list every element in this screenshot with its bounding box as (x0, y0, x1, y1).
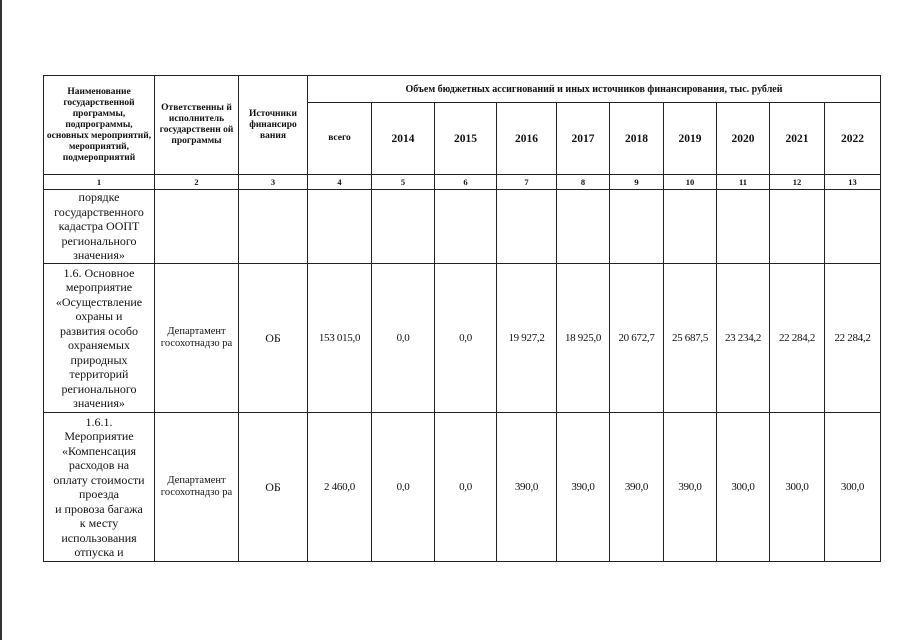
row-value: 0,0 (372, 413, 435, 562)
row-dept: Департамент госохотнадзо ра (155, 413, 239, 562)
row-value: 0,0 (435, 413, 497, 562)
row-name-line: использования (61, 530, 137, 545)
column-number: 13 (825, 175, 881, 190)
row-value (610, 190, 664, 264)
row-name-line: 1.6.1. (85, 414, 113, 429)
row-name-line: государственного (54, 204, 144, 219)
row-name (44, 264, 155, 413)
row-name-line: кадастра ООПТ (58, 219, 140, 234)
header-source: Источники финансиро вания (239, 76, 308, 175)
row-dept: Департамент госохотнадзо ра (155, 264, 239, 413)
row-name-line: природных (70, 352, 128, 367)
row-value: 390,0 (610, 413, 664, 562)
row-name-line: регионального (61, 381, 137, 396)
row-value (435, 190, 497, 264)
row-name-line: оплату стоимости (53, 472, 145, 487)
column-number: 9 (610, 175, 664, 190)
row-value (557, 190, 610, 264)
row-name-line: расходов на (68, 458, 130, 472)
column-number: 2 (155, 175, 239, 190)
row-name-line: порядке (78, 190, 120, 205)
column-number-row (44, 175, 881, 190)
row-dept (155, 190, 239, 264)
row-value: 390,0 (497, 413, 557, 562)
row-value: 300,0 (825, 413, 881, 562)
row-name-line: отпуска и (74, 545, 124, 559)
row-value (372, 190, 435, 264)
row-value (770, 190, 825, 264)
header-total: всего (308, 103, 372, 175)
row-name-line: и провоза багажа (55, 501, 143, 516)
row-source (239, 190, 308, 264)
row-name-line: развития особо (59, 323, 139, 338)
header-year: 2020 (717, 103, 770, 175)
row-value: 0,0 (372, 264, 435, 413)
column-number: 1 (44, 175, 155, 190)
row-name-line: охраняемых (68, 338, 130, 352)
row-value: 25 687,5 (664, 264, 717, 413)
row-name-line: «Осуществление (55, 294, 143, 309)
row-value (717, 190, 770, 264)
header-year: 2019 (664, 103, 717, 175)
column-number: 4 (308, 175, 372, 190)
header-name: Наименование государственной программы, подпрограммы, основных мероприятий, мероприятий, подмероприятий (44, 76, 155, 175)
row-value (825, 190, 881, 264)
row-value: 300,0 (717, 413, 770, 562)
row-value: 390,0 (664, 413, 717, 562)
column-number: 5 (372, 175, 435, 190)
row-value (308, 190, 372, 264)
row-value: 22 284,2 (770, 264, 825, 413)
row-name-line: мероприятие (65, 280, 133, 294)
header-year: 2017 (557, 103, 610, 175)
row-value: 390,0 (557, 413, 610, 562)
row-value (664, 190, 717, 264)
row-source: ОБ (239, 413, 308, 562)
row-value (497, 190, 557, 264)
header-year: 2015 (435, 103, 497, 175)
row-name-line: значения» (73, 396, 125, 410)
row-source: ОБ (239, 264, 308, 413)
row-name-line: проезда (79, 487, 119, 501)
row-name-line: территорий (69, 367, 129, 381)
column-number: 3 (239, 175, 308, 190)
header-year: 2018 (610, 103, 664, 175)
page-edge (0, 0, 2, 640)
header-volume: Объем бюджетных ассигнований и иных источников финансирования, тыс. рублей (308, 76, 881, 103)
header-year: 2016 (497, 103, 557, 175)
table-row (44, 413, 881, 562)
header-year: 2014 (372, 103, 435, 175)
row-name (44, 413, 155, 562)
row-name-line: к месту (79, 516, 119, 530)
header-responsible: Ответственны й исполнитель государственн ой программы (155, 76, 239, 175)
row-value: 18 925,0 (557, 264, 610, 413)
header-year: 2022 (825, 103, 881, 175)
row-value: 2 460,0 (308, 413, 372, 562)
budget-table (43, 75, 881, 562)
column-number: 8 (557, 175, 610, 190)
row-value: 19 927,2 (497, 264, 557, 413)
row-value: 22 284,2 (825, 264, 881, 413)
row-value: 0,0 (435, 264, 497, 413)
row-name-line: значения» (73, 248, 125, 263)
row-value: 23 234,2 (717, 264, 770, 413)
row-value: 300,0 (770, 413, 825, 562)
row-name-line: 1.6. Основное (63, 265, 135, 280)
row-name-line: охраны и (75, 309, 123, 323)
row-name-line: регионального (61, 233, 137, 248)
row-name-line: Мероприятие (64, 429, 134, 443)
row-name-line: «Компенсация (61, 443, 137, 458)
column-number: 11 (717, 175, 770, 190)
row-value: 153 015,0 (308, 264, 372, 413)
row-name (44, 190, 155, 264)
table-row (44, 190, 881, 264)
column-number: 6 (435, 175, 497, 190)
header-year: 2021 (770, 103, 825, 175)
column-number: 7 (497, 175, 557, 190)
row-value: 20 672,7 (610, 264, 664, 413)
column-number: 10 (664, 175, 717, 190)
table-row (44, 264, 881, 413)
column-number: 12 (770, 175, 825, 190)
